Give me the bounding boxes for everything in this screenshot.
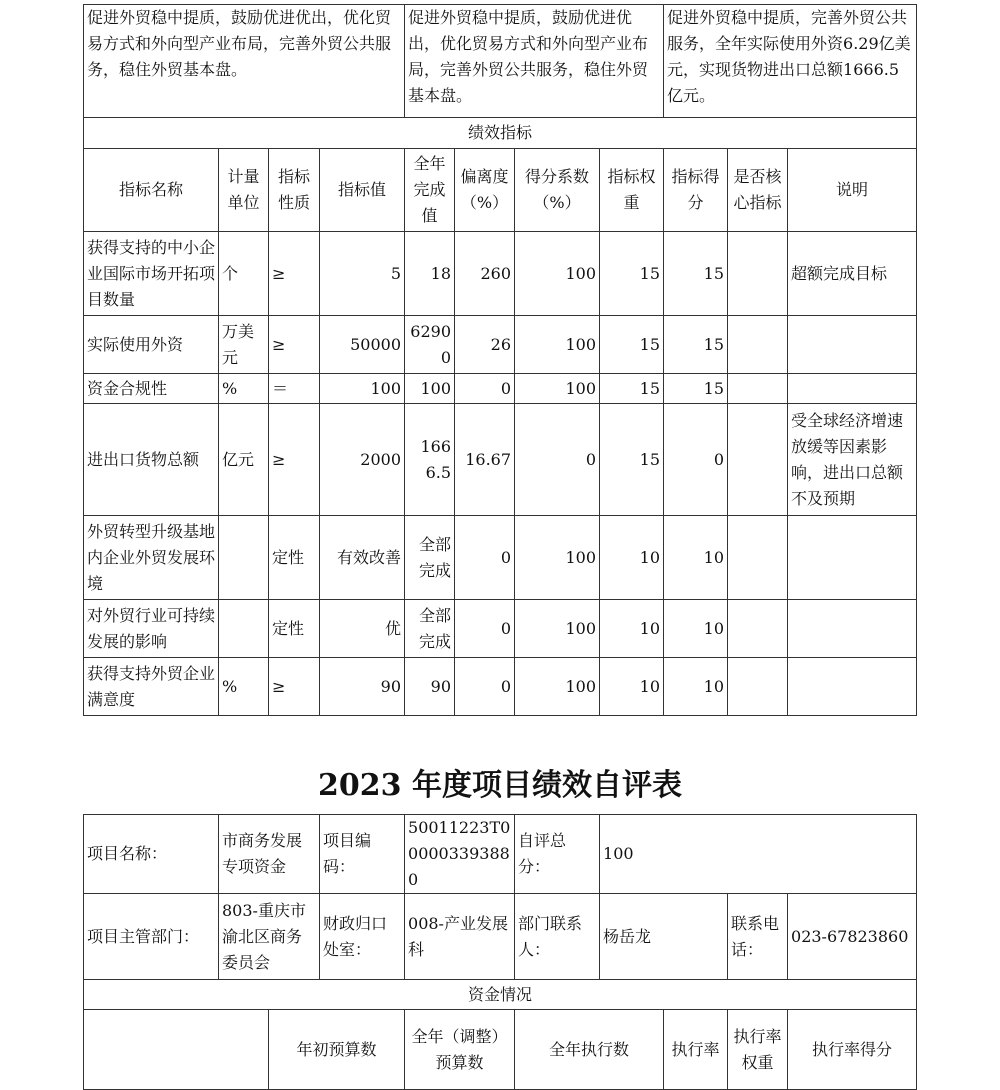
indicator-actual-cell: 全部完成 <box>405 516 455 600</box>
indicator-unit-cell: % <box>219 658 269 716</box>
header-cell: 全年完成值 <box>405 149 455 232</box>
dept-value: 803-重庆市渝北区商务委员会 <box>219 894 320 980</box>
indicator-row <box>84 516 917 600</box>
indicator-score-cell: 10 <box>664 516 728 600</box>
indicator-note-cell <box>788 658 917 716</box>
indicator-deviation-cell: 0 <box>455 374 515 404</box>
funds-header-cell: 执行率得分 <box>788 1010 917 1090</box>
header-cell: 计量单位 <box>219 149 269 232</box>
performance-table <box>83 4 917 716</box>
finance-value: 008-产业发展科 <box>405 894 515 980</box>
indicator-unit-cell <box>219 600 269 658</box>
header-cell: 指标值 <box>320 149 405 232</box>
project-code-label: 项目编码： <box>320 815 405 894</box>
indicator-core-cell <box>728 374 788 404</box>
indicator-name-cell: 实际使用外资 <box>84 316 219 374</box>
indicator-weight-cell: 15 <box>600 404 664 516</box>
indicator-unit-cell: 万美元 <box>219 316 269 374</box>
indicator-nature-cell: ≥ <box>269 232 320 316</box>
indicator-coef-cell: 0 <box>515 404 600 516</box>
indicator-score-cell: 0 <box>664 404 728 516</box>
indicator-note-cell: 超额完成目标 <box>788 232 917 316</box>
indicator-core-cell <box>728 316 788 374</box>
funds-header-cell: 年初预算数 <box>269 1010 405 1090</box>
indicator-name-cell: 获得支持外贸企业满意度 <box>84 658 219 716</box>
indicator-weight-cell: 15 <box>600 232 664 316</box>
indicator-note-cell <box>788 516 917 600</box>
indicator-deviation-cell: 0 <box>455 658 515 716</box>
indicator-nature-cell: 定性 <box>269 516 320 600</box>
indicator-actual-cell: 100 <box>405 374 455 404</box>
indicator-coef-cell: 100 <box>515 658 600 716</box>
indicator-name-cell: 外贸转型升级基地内企业外贸发展环境 <box>84 516 219 600</box>
indicator-target-cell: 2000 <box>320 404 405 516</box>
indicator-weight-cell: 15 <box>600 316 664 374</box>
indicator-target-cell: 50000 <box>320 316 405 374</box>
indicator-nature-cell: ＝ <box>269 374 320 404</box>
funds-section-title: 资金情况 <box>84 980 917 1010</box>
project-row-2 <box>84 894 917 980</box>
indicator-coef-cell: 100 <box>515 600 600 658</box>
indicator-score-cell: 15 <box>664 374 728 404</box>
indicator-weight-cell: 10 <box>600 600 664 658</box>
indicator-row <box>84 600 917 658</box>
header-cell: 指标得分 <box>664 149 728 232</box>
indicator-note-cell <box>788 600 917 658</box>
contact-value: 杨岳龙 <box>600 894 728 980</box>
indicator-coef-cell: 100 <box>515 316 600 374</box>
indicator-deviation-cell: 0 <box>455 600 515 658</box>
self-eval-table <box>83 814 917 1090</box>
phone-value: 023-67823860 <box>788 894 917 980</box>
indicator-unit-cell: % <box>219 374 269 404</box>
indicator-core-cell <box>728 516 788 600</box>
indicator-core-cell <box>728 658 788 716</box>
indicator-note-cell <box>788 374 917 404</box>
project-code-value: 500112​23T000003393880 <box>405 815 515 894</box>
perf-header-row <box>84 149 917 232</box>
funds-header-cell: 全年执行数 <box>515 1010 664 1090</box>
indicator-actual-cell: 全部完成 <box>405 600 455 658</box>
indicator-target-cell: 5 <box>320 232 405 316</box>
indicator-name-cell: 进出口货物总额 <box>84 404 219 516</box>
project-row-1 <box>84 815 917 894</box>
header-cell: 指标性质 <box>269 149 320 232</box>
indicator-name-cell: 资金合规性 <box>84 374 219 404</box>
perf-section-title: 绩效指标 <box>84 118 917 149</box>
indicator-note-cell <box>788 316 917 374</box>
finance-label: 财政归口处室： <box>320 894 405 980</box>
dept-label: 项目主管部门： <box>84 894 219 980</box>
header-cell: 指标权重 <box>600 149 664 232</box>
indicator-weight-cell: 15 <box>600 374 664 404</box>
self-score-label: 自评总分： <box>515 815 600 894</box>
indicator-actual-cell: 1666.5 <box>405 404 455 516</box>
indicator-actual-cell: 18 <box>405 232 455 316</box>
indicator-target-cell: 90 <box>320 658 405 716</box>
indicator-nature-cell: ≥ <box>269 316 320 374</box>
indicator-core-cell <box>728 404 788 516</box>
funds-header-cell: 全年（调整）预算数 <box>405 1010 515 1090</box>
indicator-coef-cell: 100 <box>515 232 600 316</box>
header-cell: 说明 <box>788 149 917 232</box>
indicator-name-cell: 对外贸行业可持续发展的影响 <box>84 600 219 658</box>
second-table-title: 2023 年度项目绩效自评表 <box>318 768 682 803</box>
indicator-weight-cell: 10 <box>600 516 664 600</box>
indicator-core-cell <box>728 232 788 316</box>
indicator-target-cell: 优 <box>320 600 405 658</box>
objective-actual-cell: 促进外贸稳中提质，完善外贸公共服务，全年实际使用外资6.29亿美元，实现货物进出口总额1666.5亿元。 <box>664 5 917 118</box>
indicator-unit-cell <box>219 516 269 600</box>
objective-plan-cell: 促进外贸稳中提质，鼓励优进优出，优化贸易方式和外向型产业布局，完善外贸公共服务，稳住外贸基本盘。 <box>84 5 405 118</box>
indicator-deviation-cell: 260 <box>455 232 515 316</box>
indicator-coef-cell: 100 <box>515 374 600 404</box>
indicator-row <box>84 404 917 516</box>
project-name-label: 项目名称： <box>84 815 219 894</box>
indicator-deviation-cell: 16.67 <box>455 404 515 516</box>
indicator-deviation-cell: 0 <box>455 516 515 600</box>
header-cell: 偏离度（%） <box>455 149 515 232</box>
funds-header-cell: 执行率权重 <box>728 1010 788 1090</box>
indicator-weight-cell: 10 <box>600 658 664 716</box>
indicator-unit-cell: 亿元 <box>219 404 269 516</box>
indicator-note-cell: 受全球经济增速放缓等因素影响，进出口总额不及预期 <box>788 404 917 516</box>
project-name-value: 市商务发展专项资金 <box>219 815 320 894</box>
self-score-value: 100 <box>600 815 917 894</box>
indicator-nature-cell: ≥ <box>269 658 320 716</box>
funds-header-row <box>84 1010 917 1090</box>
indicator-actual-cell: 62900 <box>405 316 455 374</box>
objective-row <box>84 5 917 118</box>
indicator-score-cell: 10 <box>664 658 728 716</box>
indicator-score-cell: 15 <box>664 232 728 316</box>
indicator-unit-cell: 个 <box>219 232 269 316</box>
header-cell: 得分系数（%） <box>515 149 600 232</box>
funds-blank-cell <box>84 1010 269 1090</box>
indicator-actual-cell: 90 <box>405 658 455 716</box>
objective-plan-cell: 促进外贸稳中提质，鼓励优进优出，优化贸易方式和外向型产业布局，完善外贸公共服务，稳住外贸基本盘。 <box>405 5 664 118</box>
header-cell: 是否核心指标 <box>728 149 788 232</box>
indicator-score-cell: 10 <box>664 600 728 658</box>
indicator-deviation-cell: 26 <box>455 316 515 374</box>
indicator-name-cell: 获得支持的中小企业国际市场开拓项目数量 <box>84 232 219 316</box>
indicator-row <box>84 658 917 716</box>
indicator-core-cell <box>728 600 788 658</box>
contact-label: 部门联系人： <box>515 894 600 980</box>
header-cell: 指标名称 <box>84 149 219 232</box>
indicator-row <box>84 374 917 404</box>
indicator-coef-cell: 100 <box>515 516 600 600</box>
indicator-nature-cell: ≥ <box>269 404 320 516</box>
phone-label: 联系电话： <box>728 894 788 980</box>
indicator-target-cell: 100 <box>320 374 405 404</box>
indicator-row <box>84 232 917 316</box>
funds-header-cell: 执行率 <box>664 1010 728 1090</box>
indicator-score-cell: 15 <box>664 316 728 374</box>
indicator-row <box>84 316 917 374</box>
indicator-target-cell: 有效改善 <box>320 516 405 600</box>
indicator-nature-cell: 定性 <box>269 600 320 658</box>
